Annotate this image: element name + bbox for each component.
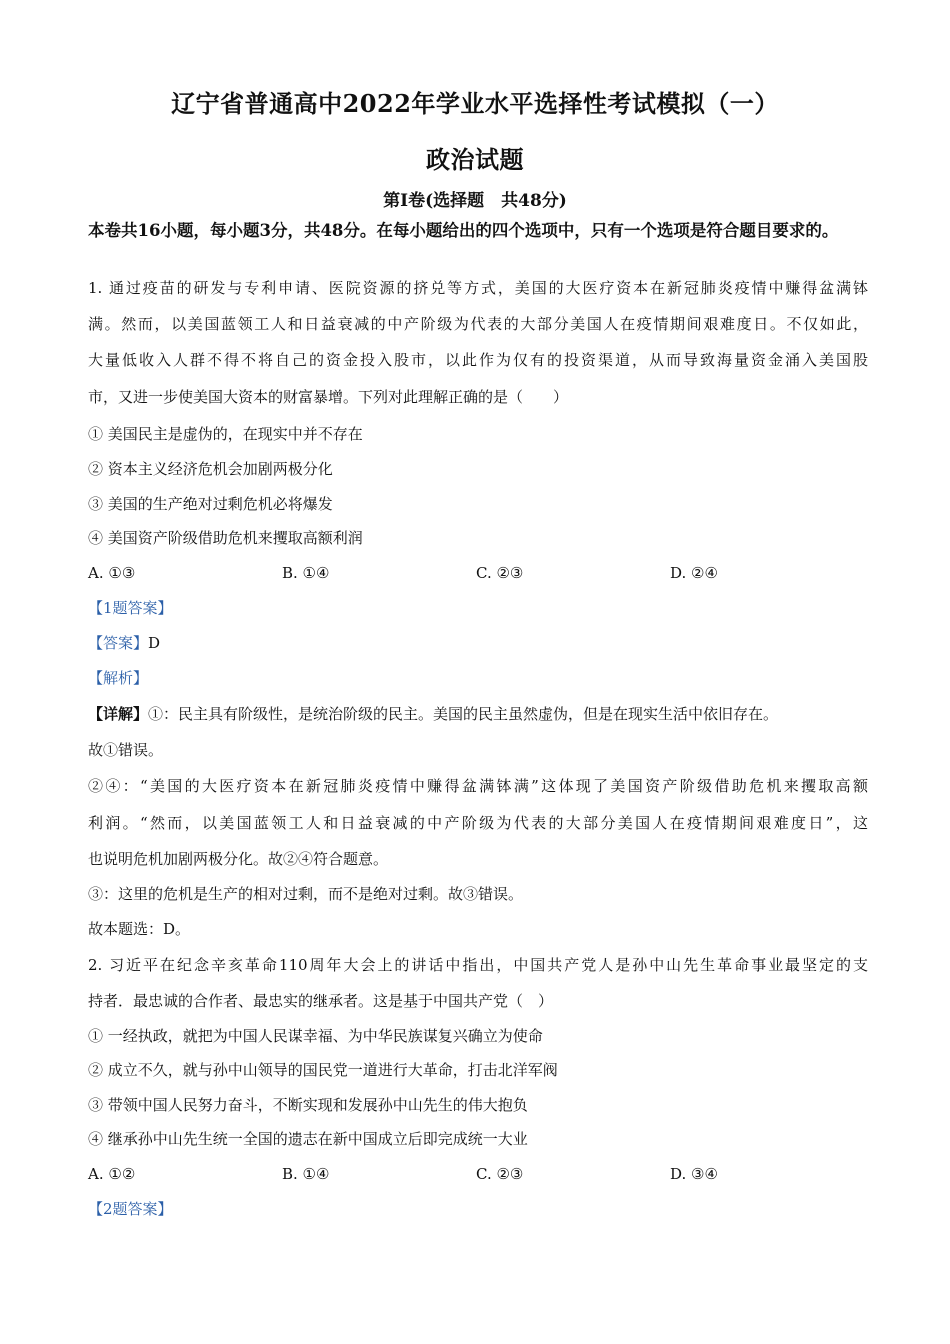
q1-option-c: C. ②③ (476, 564, 524, 582)
q1-detail-line-6: ③：这里的危机是生产的相对过剩，而不是绝对过剩。故③错误。 (88, 885, 524, 903)
q1-option-b: B. ①④ (282, 564, 330, 582)
subject-title: 政治试题 (426, 145, 524, 174)
q1-detail-line-1 (88, 704, 868, 724)
q2-item-4: ④ 继承孙中山先生统一全国的遗志在新中国成立后即完成统一大业 (88, 1130, 528, 1148)
q1-option-a: A. ①③ (88, 564, 136, 582)
exam-title: 辽宁省普通高中2022年学业水平选择性考试模拟（一） (171, 89, 779, 118)
q1-detail-line-5: 也说明危机加剧两极分化。故②④符合题意。 (88, 850, 389, 868)
q2-stem-line-2: 持者．最忠诚的合作者、最忠实的继承者。这是基于中国共产党（ ） (88, 992, 554, 1010)
q1-detail-line-7: 故本题选：D。 (88, 920, 191, 938)
q1-detail-line-3: ②④：“美国的大医疗资本在新冠肺炎疫情中赚得盆满钵满”这体现了美国资产阶级借助危机来攫取高额 (88, 777, 868, 795)
q2-item-1: ① 一经执政，就把为中国人民谋幸福、为中华民族谋复兴确立为使命 (88, 1027, 543, 1045)
q1-stem-line-4: 市，又进一步使美国大资本的财富暴增。下列对此理解正确的是（ ） (88, 388, 569, 406)
q1-item-1: ① 美国民主是虚伪的，在现实中并不存在 (88, 425, 363, 443)
q1-option-d: D. ②④ (670, 564, 718, 582)
q1-answer-row (88, 633, 868, 653)
q1-answer-header: 【1题答案】 (88, 599, 173, 617)
q1-item-4: ④ 美国资产阶级借助危机来攫取高额利润 (88, 529, 363, 547)
q1-stem-line-2: 满。然而，以美国蓝领工人和日益衰减的中产阶级为代表的大部分美国人在疫情期间艰难度日。不仅如此， (88, 315, 868, 333)
q1-detail-line-4: 利润。“然而，以美国蓝领工人和日益衰减的中产阶级为代表的大部分美国人在疫情期间艰难度日”，这 (88, 814, 868, 832)
q2-item-2: ② 成立不久，就与孙中山领导的国民党一道进行大革命，打击北洋军阀 (88, 1061, 558, 1079)
q1-answer-value: D (148, 634, 161, 652)
q1-detail-text-1: ①：民主具有阶级性，是统治阶级的民主。美国的民主虽然虚伪，但是在现实生活中依旧存在。 (148, 705, 779, 723)
q1-detail-line-2: 故①错误。 (88, 741, 164, 759)
q1-analysis-label: 【解析】 (88, 669, 149, 687)
q2-stem-line-1: 2. 习近平在纪念辛亥革命110周年大会上的讲话中指出，中国共产党人是孙中山先生革命事业最坚定的支 (88, 956, 868, 974)
q2-option-b: B. ①④ (282, 1165, 330, 1183)
q1-detail-label: 【详解】 (88, 705, 149, 723)
q2-option-c: C. ②③ (476, 1165, 524, 1183)
q2-option-d: D. ③④ (670, 1165, 718, 1183)
q1-stem-line-3: 大量低收入人群不得不将自己的资金投入股市，以此作为仅有的投资渠道，从而导致海量资金涌入美国股 (88, 351, 868, 369)
q2-item-3: ③ 带领中国人民努力奋斗，不断实现和发展孙中山先生的伟大抱负 (88, 1096, 528, 1114)
section-instructions: 本卷共16小题，每小题3分，共48分。在每小题给出的四个选项中，只有一个选项是符合题目要求的。 (88, 221, 839, 240)
section-heading: 第Ⅰ卷(选择题 共48分) (383, 191, 567, 211)
q2-option-a: A. ①② (88, 1165, 136, 1183)
q1-answer-label: 【答案】 (88, 634, 149, 652)
q1-item-3: ③ 美国的生产绝对过剩危机必将爆发 (88, 495, 333, 513)
q1-stem-line-1: 1. 通过疫苗的研发与专利申请、医院资源的挤兑等方式，美国的大医疗资本在新冠肺炎疫情中赚得盆满钵 (88, 279, 868, 297)
q2-answer-header: 【2题答案】 (88, 1200, 173, 1218)
q1-item-2: ② 资本主义经济危机会加剧两极分化 (88, 460, 333, 478)
